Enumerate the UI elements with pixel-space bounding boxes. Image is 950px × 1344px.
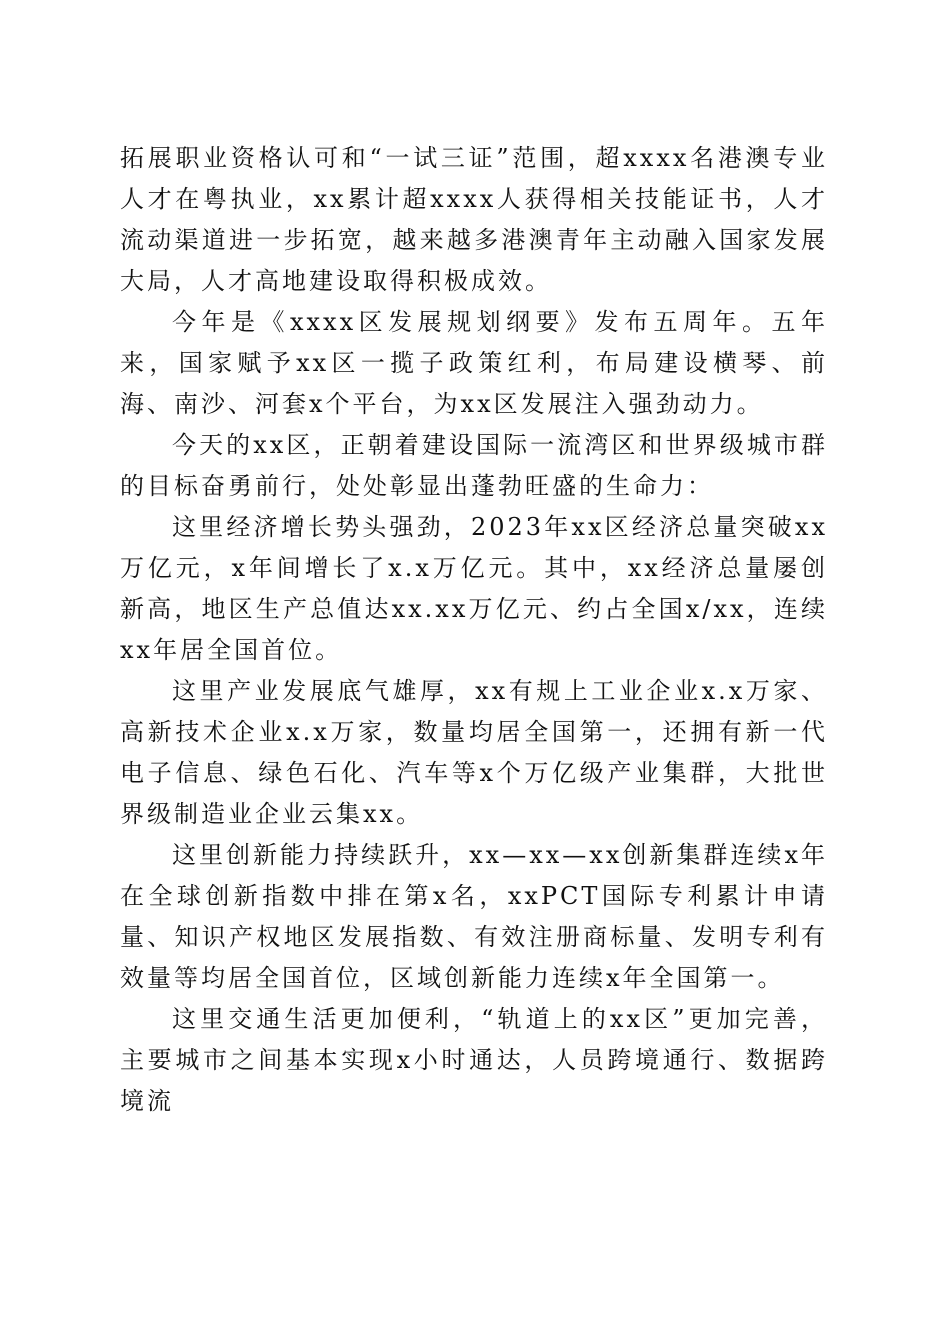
paragraph-transport: 这里交通生活更加便利，“轨道上的xx区”更加完善，主要城市之间基本实现x小时通达，人员跨境通行、数据跨境流 [120, 1005, 828, 1115]
paragraph-today-overview: 今天的xx区，正朝着建设国际一流湾区和世界级城市群的目标奋勇前行，处处彰显出蓬勃旺盛的生命力： [120, 431, 828, 500]
paragraph-planning-anniversary: 今年是《xxxx区发展规划纲要》发布五周年。五年来，国家赋予xx区一揽子政策红利，布局建设横琴、前海、南沙、河套x个平台，为xx区发展注入强劲动力。 [120, 308, 828, 418]
paragraph-industry: 这里产业发展底气雄厚，xx有规上工业企业x.x万家、高新技术企业x.x万家，数量均居全国第一，还拥有新一代电子信息、绿色石化、汽车等x个万亿级产业集群，大批世界级制造业企业云集xx。 [120, 677, 828, 828]
paragraph-economy: 这里经济增长势头强劲，2023年xx区经济总量突破xx万亿元，x年间增长了x.x万亿元。其中，xx经济总量屡创新高，地区生产总值达xx.xx万亿元、约占全国x/xx，连续xx年居全国首位。 [120, 513, 828, 664]
paragraph-talent-continuation: 拓展职业资格认可和“一试三证”范围，超xxxx名港澳专业人才在粤执业，xx累计超xxxx人获得相关技能证书，人才流动渠道进一步拓宽，越来越多港澳青年主动融入国家发展大局，人才高地建设取得积极成效。 [120, 144, 828, 295]
paragraph-innovation: 这里创新能力持续跃升，xx—xx—xx创新集群连续x年在全球创新指数中排在第x名，xxPCT国际专利累计申请量、知识产权地区发展指数、有效注册商标量、发明专利有效量等均居全国首位，区域创新能力连续x年全国第一。 [120, 841, 828, 992]
document-body [120, 138, 828, 1122]
